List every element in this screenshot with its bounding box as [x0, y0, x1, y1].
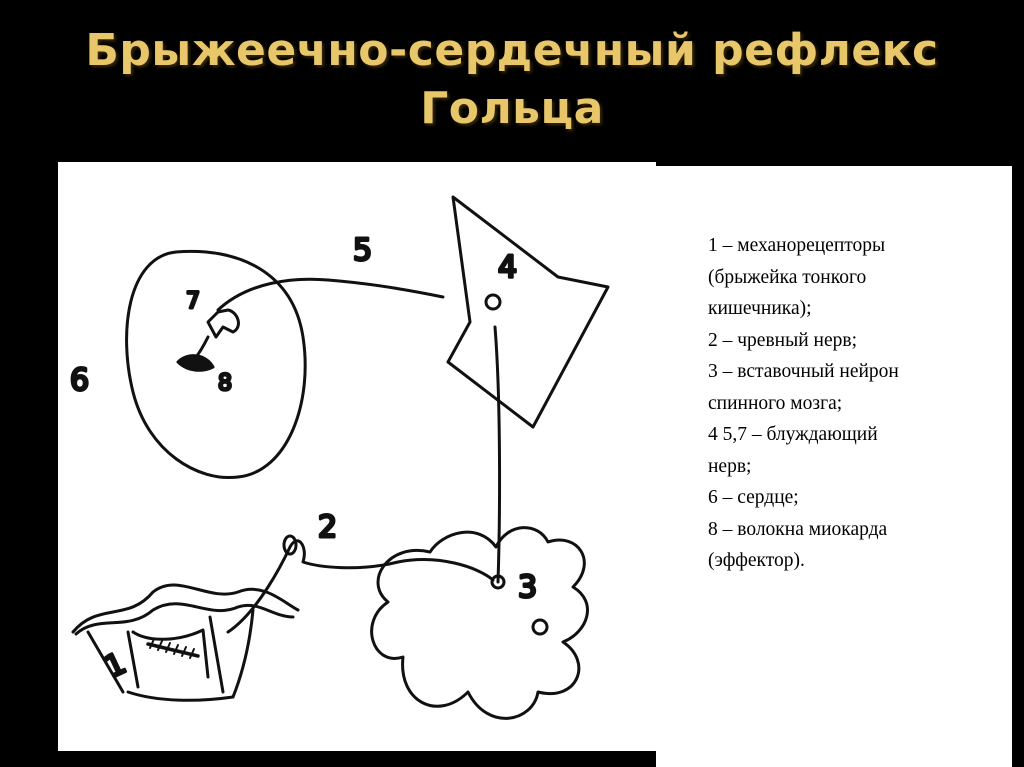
label-6: 6	[70, 363, 90, 398]
vagus-nucleus-circle	[486, 295, 500, 309]
legend-line: 3 – вставочный нейрон	[708, 361, 899, 382]
cardiac-terminal	[196, 337, 208, 357]
splanchnic-nerve	[228, 541, 493, 632]
reflex-diagram	[58, 162, 656, 751]
label-5: 5	[353, 233, 373, 268]
spinal-cord-shape	[372, 528, 588, 719]
legend-line: нерв;	[708, 455, 752, 477]
medulla-box	[448, 197, 608, 427]
reflex-diagram-panel	[58, 162, 656, 751]
interneuron-circle	[533, 620, 547, 634]
label-8: 8	[218, 371, 232, 396]
legend-panel	[656, 166, 1012, 767]
slide-title-line-2: Гольца	[420, 83, 604, 134]
legend-line: 4 5,7 – блуждающий	[708, 424, 878, 445]
legend-line: кишечника);	[708, 298, 812, 319]
label-3: 3	[518, 570, 538, 605]
legend-line: 2 – чревный нерв;	[708, 329, 857, 351]
legend-line: 6 – сердце;	[708, 487, 799, 508]
slide-title-line-1: Брыжеечно-сердечный рефлекс	[85, 25, 939, 76]
vagus-nerve-arc	[218, 279, 443, 310]
legend-line: спинного мозга;	[708, 392, 843, 414]
label-7: 7	[186, 289, 200, 314]
legend	[708, 230, 998, 577]
mesentery-shape	[73, 585, 298, 700]
label-2: 2	[318, 510, 338, 545]
label-1: 1	[99, 645, 132, 686]
heart-outline	[127, 251, 306, 477]
legend-line: 1 – механорецепторы	[708, 235, 886, 256]
legend-line: (эффектор).	[708, 550, 805, 571]
myocardium-fibers	[178, 356, 213, 371]
legend-line: (брыжейка тонкого	[708, 266, 867, 288]
cardiac-neuron	[208, 310, 238, 337]
legend-line: 8 – волокна миокарда	[708, 518, 888, 540]
slide-title	[0, 22, 1024, 138]
label-4: 4	[498, 250, 518, 285]
